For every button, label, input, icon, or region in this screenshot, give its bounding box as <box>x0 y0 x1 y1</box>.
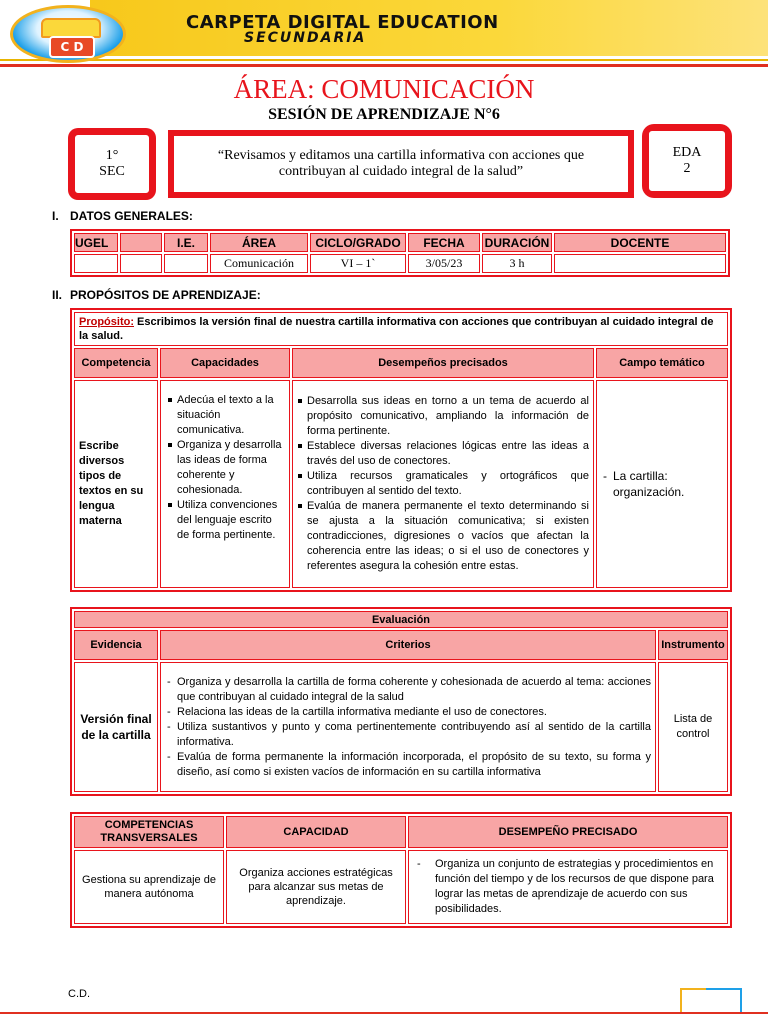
transversales-table <box>70 812 732 928</box>
table-header-cell: Capacidades <box>160 348 290 378</box>
instrumento-cell: Lista de control <box>658 662 728 792</box>
table-cell <box>554 254 726 273</box>
table-row <box>74 233 726 252</box>
table-header-cell: Instrumento <box>658 630 728 660</box>
eda-label: EDA <box>672 145 702 160</box>
table-row <box>74 611 728 628</box>
list-item: - La cartilla: organización. <box>601 468 723 500</box>
capacidades-cell <box>160 380 290 588</box>
table-header-cell: I.E. <box>164 233 208 252</box>
table-header-cell: Criterios <box>160 630 656 660</box>
table-header-cell: Evidencia <box>74 630 158 660</box>
table-header-cell: Desempeños precisados <box>292 348 594 378</box>
brand-logo-icon <box>10 5 126 63</box>
table-row <box>74 850 728 924</box>
proposito-label: Propósito: <box>79 316 134 328</box>
table-cell <box>74 254 118 273</box>
table-cell <box>164 254 208 273</box>
table-header-cell: CAPACIDAD <box>226 816 406 848</box>
table-header-cell: Campo temático <box>596 348 728 378</box>
area-title: ÁREA: COMUNICACIÓN <box>233 74 535 104</box>
footer-decoration <box>706 988 742 1012</box>
eda-number: 2 <box>683 161 691 176</box>
table-header-cell: DURACIÓN <box>482 233 552 252</box>
table-header-cell: FECHA <box>408 233 480 252</box>
table-cell: Comunicación <box>210 254 308 273</box>
campo-cell <box>596 380 728 588</box>
table-cell: 3/05/23 <box>408 254 480 273</box>
header-banner <box>0 0 768 68</box>
list-item: Establece diversas relaciones lógicas entre las ideas a través del uso de conectores. <box>297 439 589 469</box>
criterios-cell <box>160 662 656 792</box>
evaluacion-title: Evaluación <box>74 611 728 628</box>
list-item: - Relaciona las ideas de la cartilla informativa mediante el uso de conectores. <box>165 705 651 720</box>
banner-title: CARPETA DIGITAL EDUCATION <box>186 12 499 33</box>
table-header-cell: DOCENTE <box>554 233 726 252</box>
list-item: - Utiliza sustantivos y punto y coma pertinentemente contribuyendo así al sentido de la cartilla informativa. <box>165 720 651 750</box>
session-quote: “Revisamos y editamos una cartilla informativa con acciones que contribuyan al cuidado integral de la salud” <box>173 135 629 193</box>
propositos-heading: II. PROPÓSITOS DE APRENDIZAJE: <box>52 288 261 302</box>
list-item: Utiliza recursos gramaticales y ortográficos que contribuyen al sentido del texto. <box>297 469 589 499</box>
competencia-transversal-cell: Gestiona su aprendizaje de manera autónoma <box>74 850 224 924</box>
list-item: Utiliza convenciones del lenguaje escrito de forma pertinente. <box>167 498 283 543</box>
list-item: Organiza y desarrolla las ideas de forma coherente y cohesionada. <box>167 438 283 498</box>
desempenos-cell <box>292 380 594 588</box>
datos-table <box>70 229 730 277</box>
eda-box <box>642 124 732 198</box>
table-cell: 3 h <box>482 254 552 273</box>
competencia-cell: Escribe diversos tipos de textos en su lengua materna <box>74 380 158 588</box>
table-header-cell <box>120 233 162 252</box>
list-item: - Evalúa de forma permanente la información incorporada, el propósito de su texto, su forma y diseño, así como si existen vacíos de información en su cartilla informativa <box>165 750 651 780</box>
table-row <box>74 630 728 660</box>
banner-divider-red <box>0 64 768 67</box>
session-quote-box <box>168 130 634 198</box>
grade-number: 1° <box>105 148 119 163</box>
table-cell <box>120 254 162 273</box>
book-icon <box>41 18 101 38</box>
capacidad-cell: Organiza acciones estratégicas para alcanzar sus metas de aprendizaje. <box>226 850 406 924</box>
table-header-cell: CICLO/GRADO <box>310 233 406 252</box>
table-header-cell: ÁREA <box>210 233 308 252</box>
evaluacion-table <box>70 607 732 796</box>
banner-divider-yellow <box>0 59 768 61</box>
session-title: SESIÓN DE APRENDIZAJE N°6 <box>268 106 500 123</box>
footer-divider <box>0 1012 768 1014</box>
evidencia-cell: Versión final de la cartilla <box>74 662 158 792</box>
table-row <box>74 348 728 378</box>
list-item: Adecúa el texto a la situación comunicativa. <box>167 393 283 438</box>
table-row <box>74 380 728 588</box>
table-row <box>74 662 728 792</box>
table-cell: VI – 1` <box>310 254 406 273</box>
list-item: Desarrolla sus ideas en torno a un tema de acuerdo al propósito comunicativo, ampliando la información de forma pertinente. <box>297 394 589 439</box>
propositos-table <box>70 308 732 592</box>
banner-subtitle: SECUNDARIA <box>244 30 367 46</box>
table-header-cell: DESEMPEÑO PRECISADO <box>408 816 728 848</box>
grade-box <box>68 128 156 200</box>
desempeno-cell <box>408 850 728 924</box>
table-header-cell: COMPETENCIAS TRANSVERSALES <box>74 816 224 848</box>
list-item: Evalúa de manera permanente el texto determinando si se ajusta a la situación comunicativa; si existen contradicciones, digresiones o vacíos que afectan la coherencia entre las ideas; o si el uso de conectores y referentes asegura la cohesión entre estas. <box>297 499 589 574</box>
table-row <box>74 816 728 848</box>
list-item: - Organiza y desarrolla la cartilla de forma coherente y cohesionada de acuerdo al tema: acciones que contribuyan al cuidado integral de la salud <box>165 675 651 705</box>
proposito-cell <box>74 312 728 346</box>
table-row <box>74 312 728 346</box>
table-row <box>74 254 726 273</box>
footer-text: C.D. <box>68 988 90 1000</box>
table-header-cell: Competencia <box>74 348 158 378</box>
datos-heading: I. DATOS GENERALES: <box>52 209 193 223</box>
grade-level: SEC <box>99 164 125 179</box>
list-item: - Organiza un conjunto de estrategias y procedimientos en función del tiempo y de los recursos de que dispone para lograr las metas de aprendizaje de acuerdo con sus posibilidades. <box>415 857 721 917</box>
proposito-text: Escribimos la versión final de nuestra cartilla informativa con acciones que contribuyan al cuidado integral de la salud. <box>79 316 714 342</box>
logo-label: C D <box>49 36 95 58</box>
table-header-cell: UGEL <box>74 233 118 252</box>
